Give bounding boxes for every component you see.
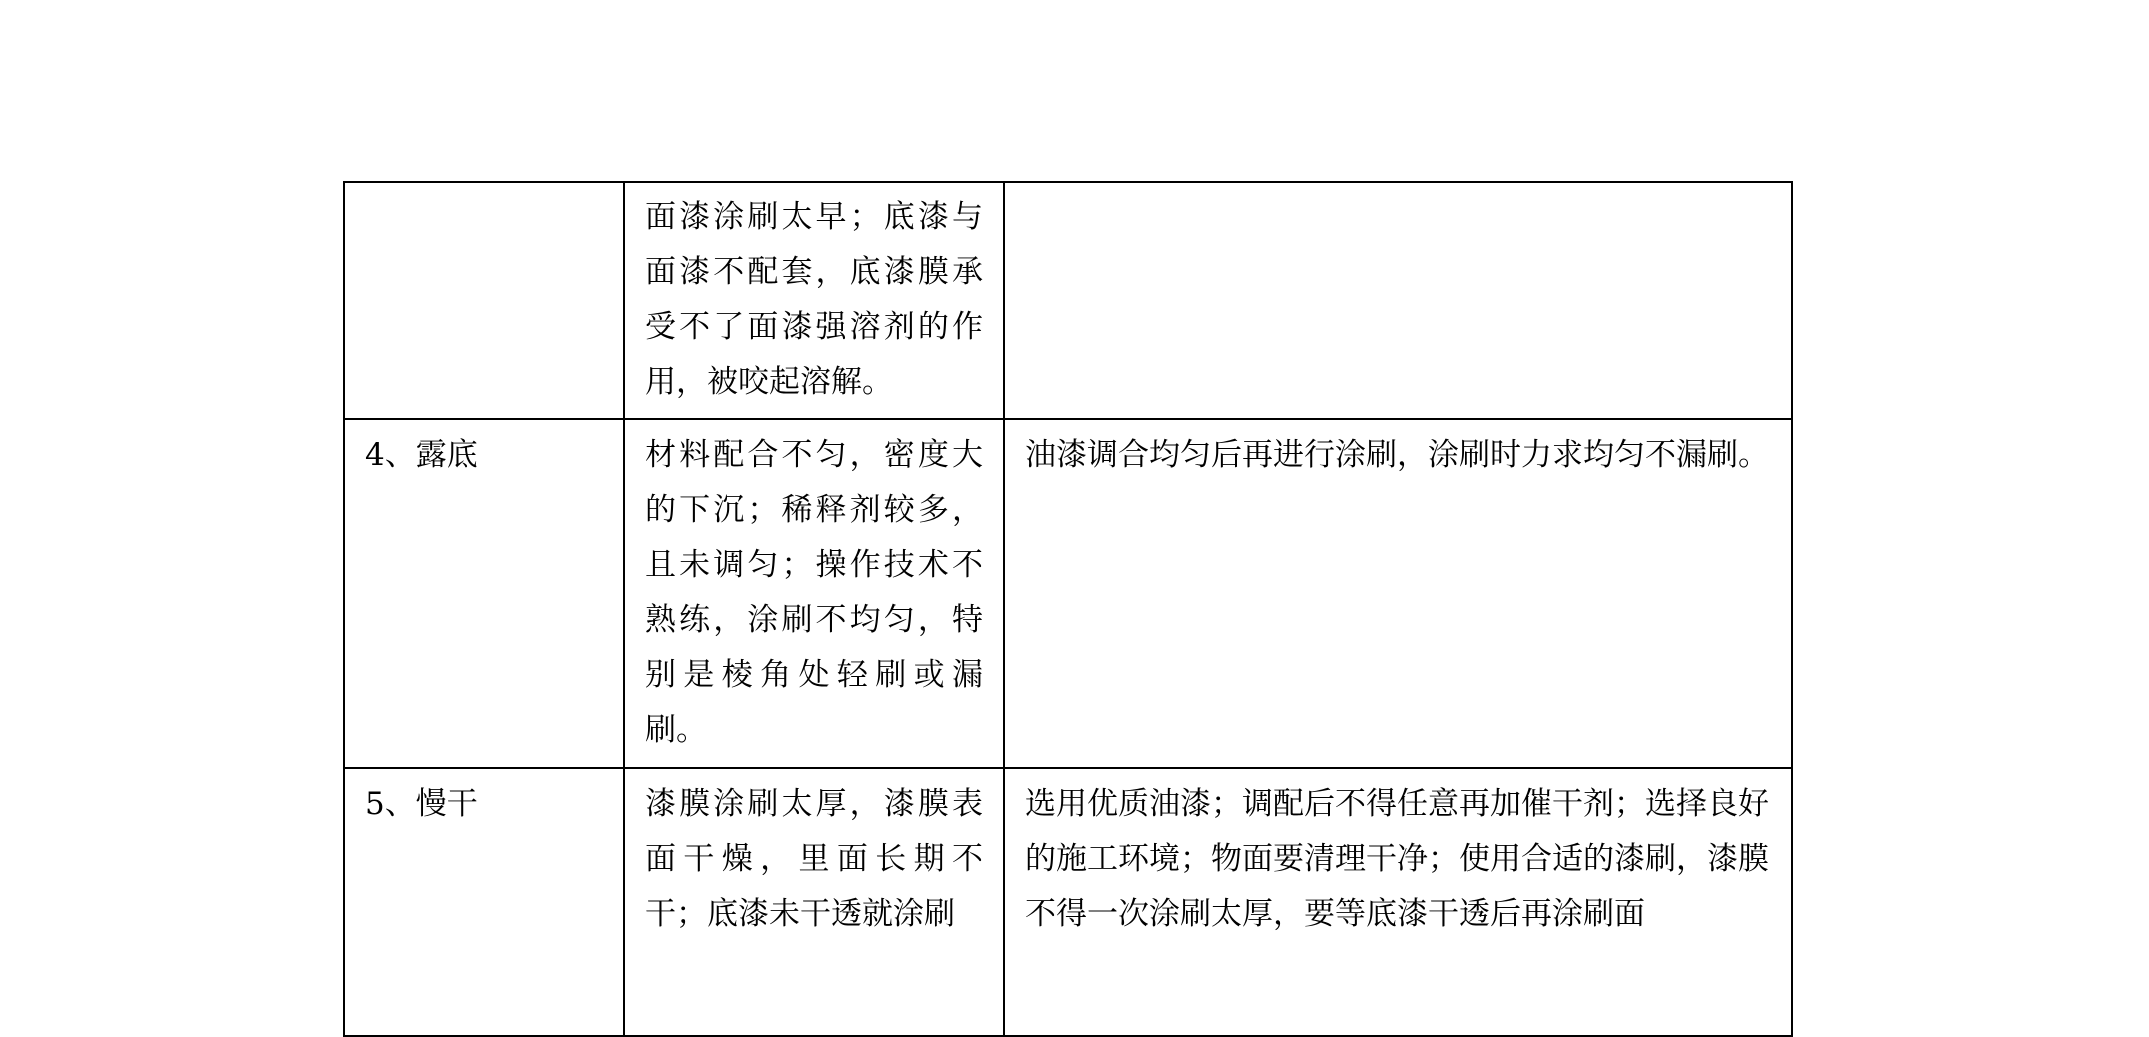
- cause-cell: 材料配合不匀，密度大的下沉；稀释剂较多，且未调匀；操作技术不熟练，涂刷不均匀，特别是棱角处轻刷或漏刷。: [624, 419, 1004, 768]
- cause-cell: 漆膜涂刷太厚，漆膜表面干燥，里面长期不干；底漆未干透就涂刷: [624, 768, 1004, 1036]
- defect-cell: 4、露底: [344, 419, 624, 768]
- defect-cell: [344, 182, 624, 419]
- remedy-cell: [1004, 182, 1792, 419]
- remedy-cell: 选用优质油漆；调配后不得任意再加催干剂；选择良好的施工环境；物面要清理干净；使用合适的漆刷，漆膜不得一次涂刷太厚，要等底漆干透后再涂刷面: [1004, 768, 1792, 1036]
- paint-defects-table: [343, 181, 1793, 1037]
- table-row: [344, 768, 1792, 1036]
- defect-cell: 5、慢干: [344, 768, 624, 1036]
- cause-cell: 面漆涂刷太早；底漆与面漆不配套，底漆膜承受不了面漆强溶剂的作用，被咬起溶解。: [624, 182, 1004, 419]
- remedy-cell: 油漆调合均匀后再进行涂刷，涂刷时力求均匀不漏刷。: [1004, 419, 1792, 768]
- table-row: [344, 419, 1792, 768]
- table-row: [344, 182, 1792, 419]
